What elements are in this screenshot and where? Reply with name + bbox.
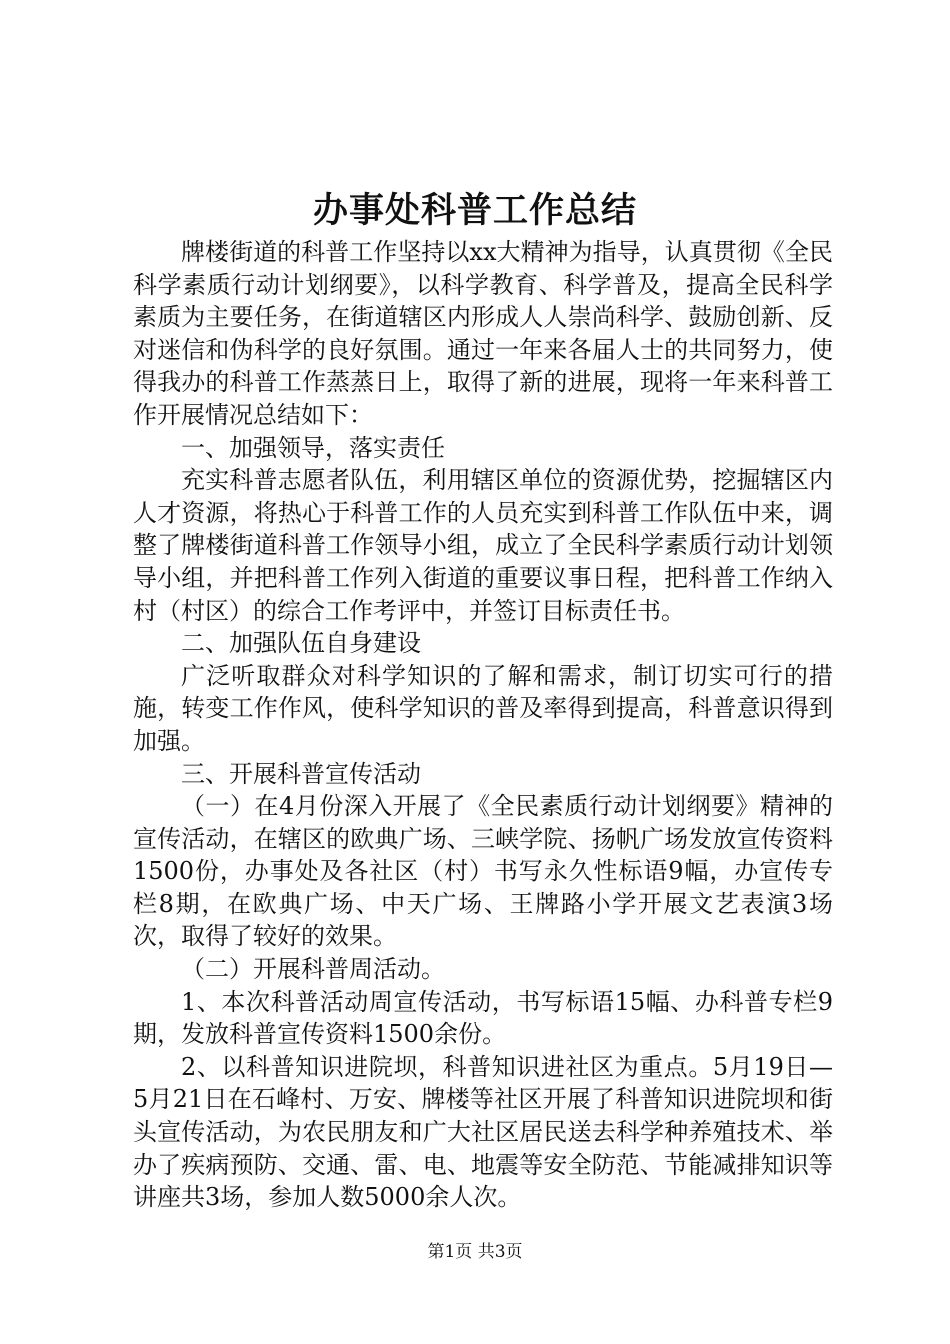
section-heading-2: 二、加强队伍自身建设 (181, 629, 421, 658)
section-heading-1: 一、加强领导，落实责任 (181, 433, 445, 462)
paragraph-intro: 牌楼街道的科普工作坚持以xx大精神为指导，认真贯彻《全民科学素质行动计划纲要》，以科学教育、科学普及，提高全民科学素质为主要任务，在街道辖区内形成人人崇尚科学、鼓励创新、反对迷信和伪科学的良好氛围。通过一年来各届人士的共同努力，使得我办的科普工作蒸蒸日上，取得了新的进展，现将一年来科普工作开展情况总结如下： (133, 238, 833, 429)
paragraph-section-1: 充实科普志愿者队伍，利用辖区单位的资源优势，挖掘辖区内人才资源，将热心于科普工作的人员充实到科普工作队伍中来，调整了牌楼街道科普工作领导小组，成立了全民科学素质行动计划领导小组，并把科普工作列入街道的重要议事日程，把科普工作纳入村（村区）的综合工作考评中，并签订目标责任书。 (133, 466, 833, 625)
subsection-heading-2: （二）开展科普周活动。 (181, 955, 445, 984)
paragraph-section-2: 广泛听取群众对科学知识的了解和需求，制订切实可行的措施，转变工作作风，使科学知识的普及率得到提高，科普意识得到加强。 (133, 661, 833, 755)
paragraph-subsection-1: （一）在4月份深入开展了《全民素质行动计划纲要》精神的宣传活动，在辖区的欧典广场、三峡学院、扬帆广场发放宣传资料1500份，办事处及各社区（村）书写永久性标语9幅，办宣传专栏8期，在欧典广场、中天广场、王牌路小学开展文艺表演3场次，取得了较好的效果。 (133, 792, 833, 951)
document-title: 办事处科普工作总结 (312, 190, 637, 231)
section-heading-3: 三、开展科普宣传活动 (181, 759, 421, 788)
paragraph-item-2: 2、以科普知识进院坝，科普知识进社区为重点。5月19日—5月21日在石峰村、万安、牌楼等社区开展了科普知识进院坝和街头宣传活动，为农民朋友和广大社区居民送去科学种养殖技术、举办了疾病预防、交通、雷、电、地震等安全防范、节能减排知识等讲座共3场，参加人数5000余人次。 (133, 1052, 833, 1212)
document-body (133, 236, 833, 1214)
page-footer: 第1页 共3页 (427, 1242, 523, 1262)
paragraph-item-1: 1、本次科普活动周宣传活动，书写标语15幅、办科普专栏9期，发放科普宣传资料1500余份。 (133, 987, 833, 1049)
